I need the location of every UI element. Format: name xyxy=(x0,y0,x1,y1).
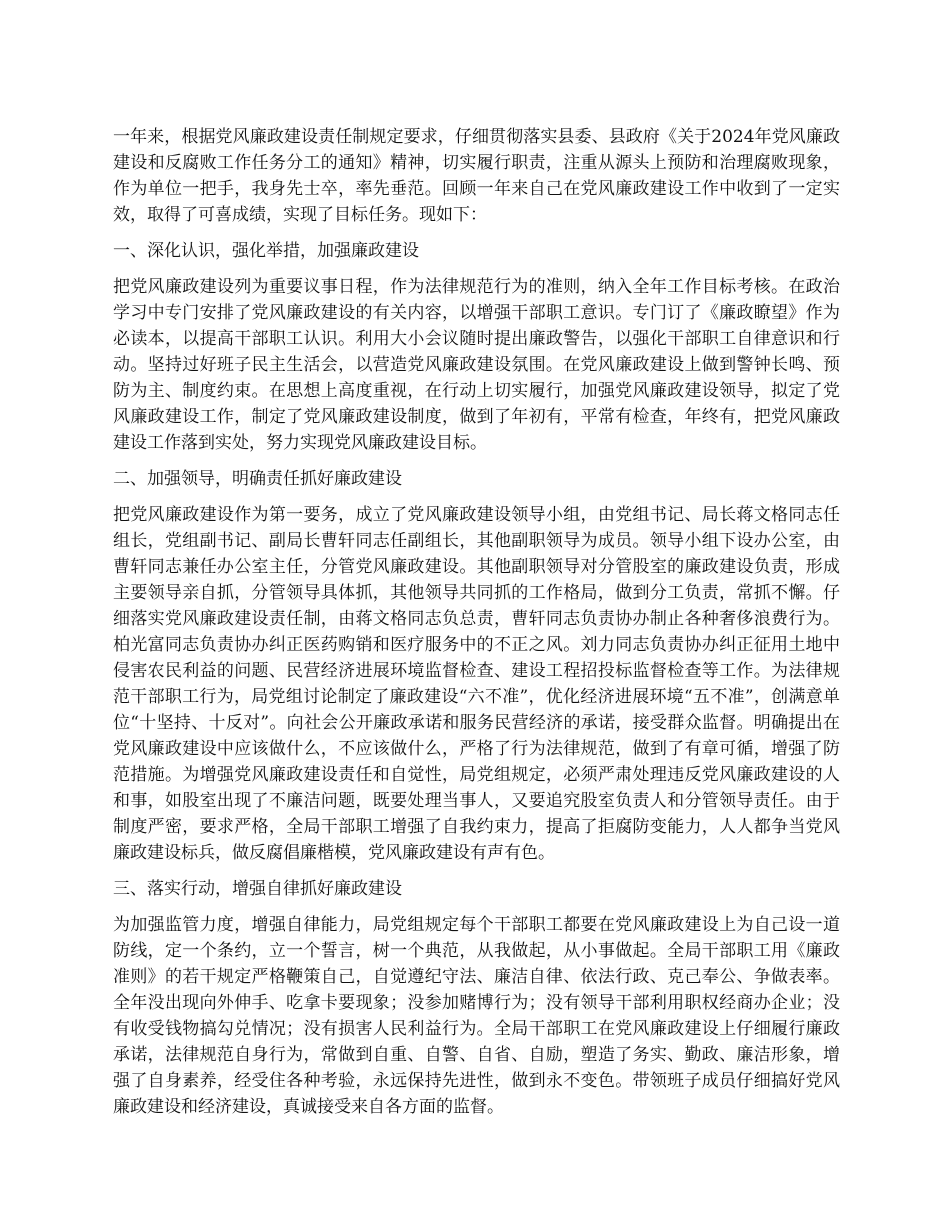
section-heading-1: 一、深化认识，强化举措，加强廉政建设 xyxy=(113,241,419,261)
section-body-2: 把党风廉政建设作为第一要务，成立了党风廉政建设领导小组，由党组书记、局长蒋文格同志任组长，党组副书记、副局长曹轩同志任副组长，其他副职领导为成员。领导小组下设办公室，由曹轩同志兼任办公室主任，分管党风廉政建设。其他副职领导对分管股室的廉政建设负责，形成主要领导亲自抓，分管领导具体抓，其他领导共同抓的工作格局，做到分工负责，常抓不懈。仔细落实党风廉政建设责任制，由蒋文格同志负总责，曹轩同志负责协办制止各种奢侈浪费行为。柏光富同志负责协办纠正医药购销和医疗服务中的不正之风。刘力同志负责协办纠正征用土地中侵害农民利益的问题、民营经济进展环境监督检查、建设工程招投标监督检查等工作。为法律规范干部职工行为，局党组讨论制定了廉政建设“六不准”，优化经济进展环境“五不准”，创满意单位“十坚持、十反对”。向社会公开廉政承诺和服务民营经济的承诺，接受群众监督。明确提出在党风廉政建设中应该做什么，不应该做什么，严格了行为法律规范，做到了有章可循，增强了防范措施。为增强党风廉政建设责任和自觉性，局党组规定，必须严肃处理违反党风廉政建设的人和事，如股室出现了不廉洁问题，既要处理当事人，又要追究股室负责人和分管领导责任。由于制度严密，要求严格，全局干部职工增强了自我约束力，提高了拒腐防变能力，人人都争当党风廉政建设标兵，做反腐倡廉楷模，党风廉政建设有声有色。 xyxy=(113,505,840,863)
intro-paragraph: 一年来，根据党风廉政建设责任制规定要求，仔细贯彻落实县委、县政府《关于2024年党风廉政建设和反腐败工作任务分工的通知》精神，切实履行职责，注重从源头上预防和治理腐败现象，作为单位一把手，我身先士卒，率先垂范。回顾一年来自己在党风廉政建设工作中收到了一定实效，取得了可喜成绩，实现了目标任务。现如下： xyxy=(113,127,840,225)
section-body-3: 为加强监管力度，增强自律能力，局党组规定每个干部职工都要在党风廉政建设上为自己设一道防线，定一个条约，立一个誓言，树一个典范，从我做起，从小事做起。全局干部职工用《廉政准则》的若干规定严格鞭策自己，自觉遵纪守法、廉洁自律、依法行政、克己奉公、争做表率。全年没出现向外伸手、吃拿卡要现象；没参加赌博行为；没有领导干部利用职权经商办企业；没有收受钱物搞勾兑情况；没有损害人民利益行为。全局干部职工在党风廉政建设上仔细履行廉政承诺，法律规范自身行为，常做到自重、自警、自省、自励，塑造了务实、勤政、廉洁形象，增强了自身素养，经受住各种考验，永远保持先进性，做到永不变色。带领班子成员仔细搞好党风廉政建设和经济建设，真诚接受来自各方面的监督。 xyxy=(113,915,840,1117)
section-body-1: 把党风廉政建设列为重要议事日程，作为法律规范行为的准则，纳入全年工作目标考核。在政治学习中专门安排了党风廉政建设的有关内容，以增强干部职工意识。专门订了《廉政瞭望》作为必读本，以提高干部职工认识。利用大小会议随时提出廉政警告，以强化干部职工自律意识和行动。坚持过好班子民主生活会，以营造党风廉政建设氛围。在党风廉政建设上做到警钟长鸣、预防为主、制度约束。在思想上高度重视，在行动上切实履行，加强党风廉政建设领导，拟定了党风廉政建设工作，制定了党风廉政建设制度，做到了年初有，平常有检查，年终有，把党风廉政建设工作落到实处，努力实现党风廉政建设目标。 xyxy=(113,277,840,453)
section-heading-2: 二、加强领导，明确责任抓好廉政建设 xyxy=(113,469,402,489)
section-heading-3: 三、落实行动，增强自律抓好廉政建设 xyxy=(113,879,402,899)
document-page xyxy=(113,124,840,1130)
